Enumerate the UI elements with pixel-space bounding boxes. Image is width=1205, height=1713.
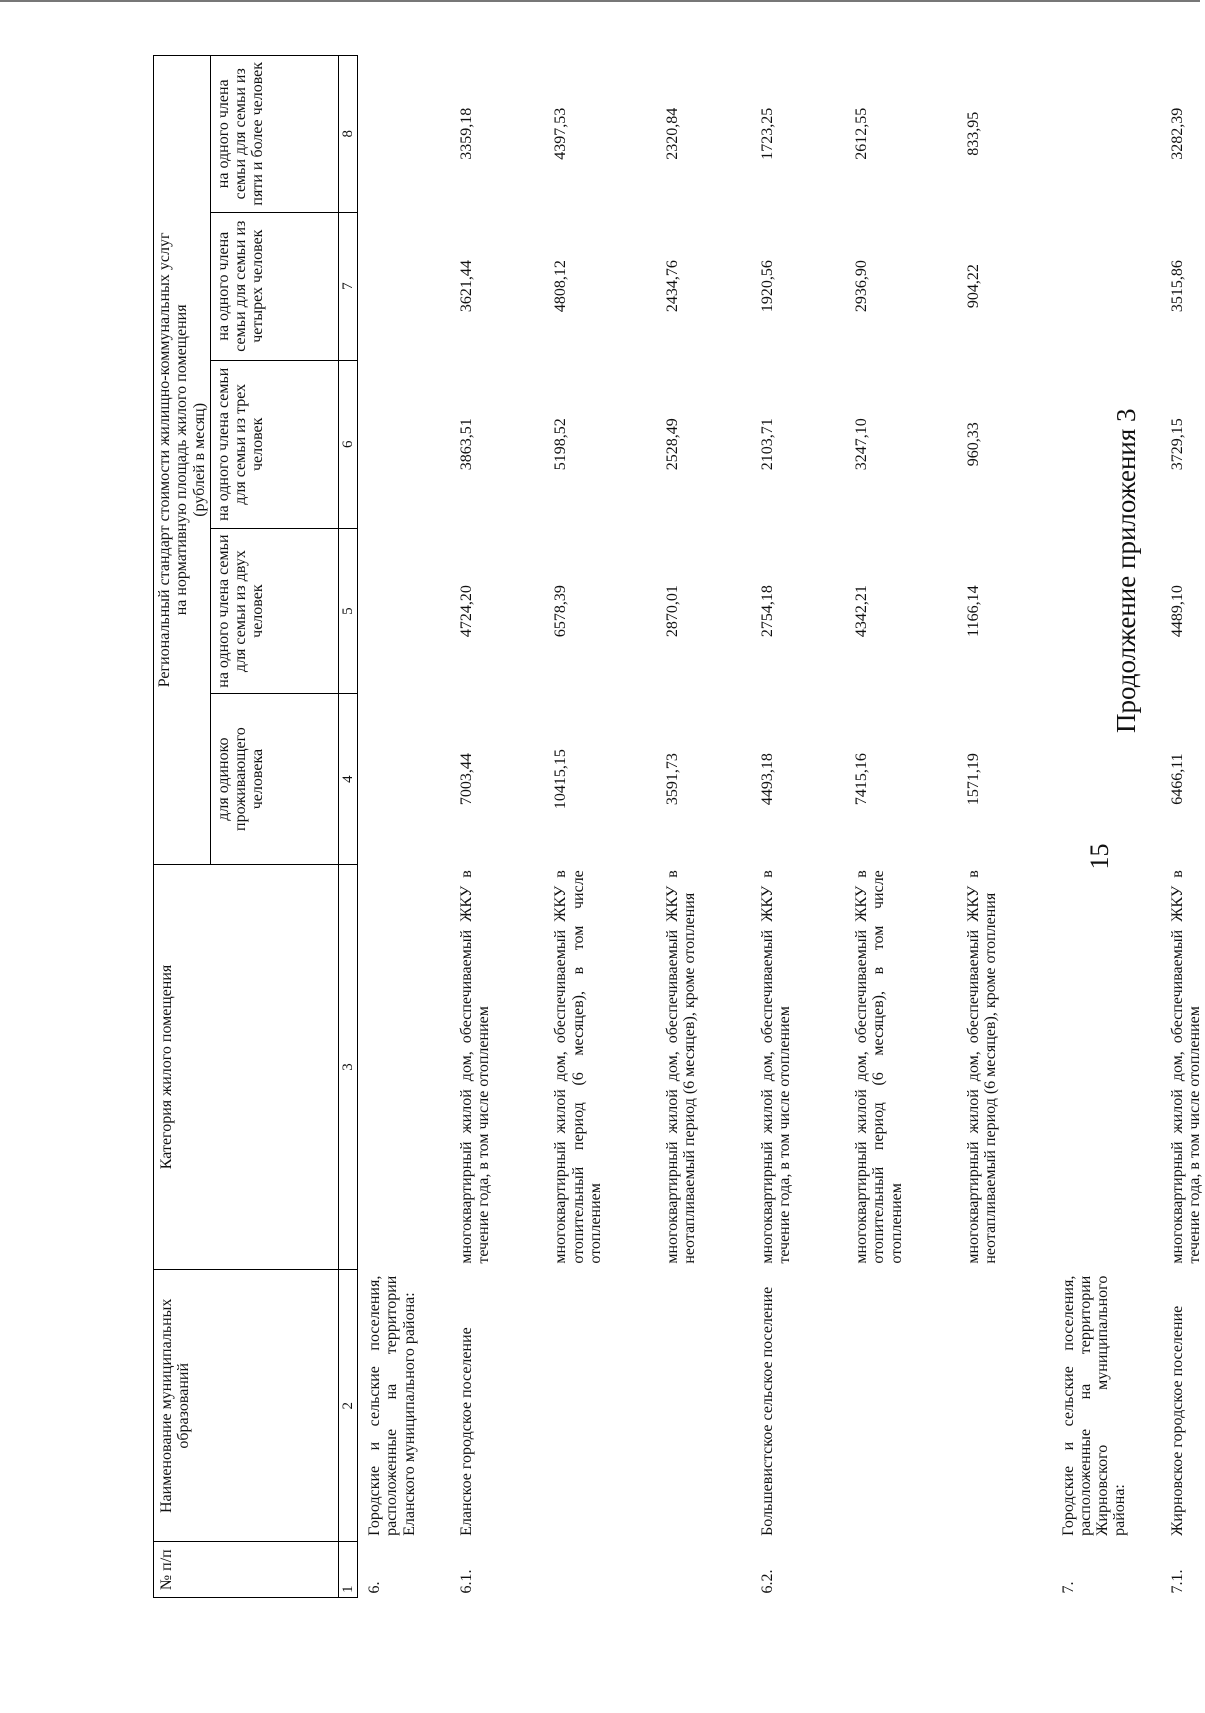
value-cell: 3515,86 — [1168, 260, 1186, 313]
category-cell: многоквартирный жилой дом, обеспечиваемый ЖКУ в неотапливаемый период (6 месяцев), кроме отопления — [664, 870, 699, 1264]
value-cell: 7415,16 — [853, 753, 871, 806]
value-cell: 4489,10 — [1168, 585, 1186, 638]
header-group-line3: (рублей в месяц) — [190, 402, 208, 517]
value-cell: 3591,73 — [664, 753, 682, 806]
header-col5: на одного члена семьи для семьи из двух человек — [210, 528, 338, 694]
value-cell: 10415,15 — [552, 749, 570, 810]
value-cell: 3282,39 — [1168, 107, 1186, 160]
colnum: 4 — [338, 694, 357, 864]
table-row — [853, 56, 905, 1598]
row-num: 6.1. — [457, 1569, 475, 1594]
value-cell: 2103,71 — [758, 418, 776, 471]
municipality-name: Городские и сельские поселения, расположенные на территории Еланского муниципального района: — [357, 1270, 417, 1542]
value-cell: 3359,18 — [457, 107, 475, 160]
value-cell: 4493,18 — [758, 753, 776, 806]
municipality-name: Городские и сельские поселения, расположенные на территории Жирновского муниципального района: — [1059, 1275, 1129, 1536]
value-cell: 2612,55 — [853, 107, 871, 160]
value-cell: 2320,84 — [664, 107, 682, 160]
municipality-name: Жирновское городское поселение — [1168, 1305, 1186, 1536]
value-cell: 5198,52 — [552, 418, 570, 471]
group-row-6 — [357, 56, 417, 1598]
value-cell: 7003,44 — [457, 753, 475, 806]
category-cell: многоквартирный жилой дом, обеспечиваемый ЖКУ в течение года, в том числе отоплением — [457, 870, 493, 1264]
category-cell: многоквартирный жилой дом, обеспечиваемый ЖКУ в отопительный период (6 месяцев), в том числе отоплением — [853, 870, 905, 1264]
header-group-line1: Региональный стандарт стоимости жилищно-коммунальных услуг — [156, 232, 173, 688]
value-cell: 1723,25 — [758, 107, 776, 160]
value-cell: 6466,11 — [1168, 753, 1186, 805]
header-group — [154, 56, 211, 865]
table-row — [664, 56, 699, 1598]
header-col6: на одного члена семьи для семьи из трех человек — [210, 360, 338, 528]
table-row — [458, 56, 493, 1598]
value-cell: 3247,10 — [853, 418, 871, 471]
value-cell: 3863,51 — [457, 418, 475, 471]
value-cell: 1920,56 — [758, 260, 776, 313]
group-row-7 — [1060, 56, 1129, 1598]
header-group-line2: на нормативную площадь жилого помещения — [173, 304, 191, 616]
colnum: 1 — [338, 1542, 357, 1598]
value-cell: 960,33 — [964, 422, 982, 467]
value-cell: 1166,14 — [964, 585, 982, 637]
municipality-name: Еланское городское поселение — [457, 1327, 475, 1536]
value-cell: 1571,19 — [964, 753, 982, 806]
value-cell: 4808,12 — [552, 260, 570, 313]
table-row — [1169, 56, 1204, 1598]
value-cell: 904,22 — [964, 264, 982, 309]
value-cell: 2870,01 — [664, 585, 682, 638]
header-col7: на одного члена семьи для семьи из четырех человек — [210, 212, 338, 360]
row-num: 7. — [1059, 1581, 1077, 1594]
row-num: 6. — [357, 1542, 417, 1598]
colnum: 6 — [338, 360, 357, 528]
header-category: Категория жилого помещения — [154, 864, 339, 1269]
row-num: 7.1. — [1168, 1569, 1186, 1594]
category-cell: многоквартирный жилой дом, обеспечиваемый ЖКУ в течение года, в том числе отоплением — [1168, 870, 1203, 1264]
value-cell: 2754,18 — [758, 585, 776, 638]
value-cell: 4397,53 — [552, 107, 570, 160]
value-cell: 3621,44 — [457, 260, 475, 313]
housing-cost-table — [153, 55, 1203, 1598]
value-cell: 4724,20 — [457, 585, 475, 638]
rotated-page — [5, 0, 1205, 1713]
municipality-name: Большевистское сельское поселение — [758, 1286, 776, 1536]
page-number: 15 — [1085, 843, 1114, 870]
appendix-heading: Продолжение приложения 3 — [1111, 408, 1141, 733]
value-cell: 6578,39 — [552, 585, 570, 638]
colnum: 2 — [338, 1270, 357, 1542]
table-row — [552, 56, 604, 1598]
colnum: 5 — [338, 528, 357, 694]
colnum: 7 — [338, 212, 357, 360]
header-num: № п/п — [154, 1542, 339, 1598]
category-cell: многоквартирный жилой дом, обеспечиваемый ЖКУ в течение года, в том числе отоплением — [758, 870, 793, 1264]
value-cell: 2528,49 — [664, 418, 682, 471]
category-cell: многоквартирный жилой дом, обеспечиваемый ЖКУ в неотапливаемый период (6 месяцев), кроме отопления — [964, 870, 1000, 1264]
category-cell: многоквартирный жилой дом, обеспечиваемый ЖКУ в отопительный период (6 месяцев), в том числе отоплением — [552, 870, 604, 1264]
table-row — [965, 56, 1000, 1598]
header-name: Наименование муниципальных образований — [154, 1270, 339, 1542]
value-cell: 4342,21 — [853, 585, 871, 638]
table-row — [759, 56, 794, 1598]
value-cell: 833,95 — [964, 111, 982, 156]
value-cell: 2936,90 — [853, 260, 871, 313]
header-col4: для одиноко проживающего человека — [210, 694, 338, 864]
header-col8: на одного члена семьи для семьи из пяти и более человек — [210, 56, 338, 213]
colnum: 3 — [338, 864, 357, 1269]
row-num: 6.2. — [758, 1569, 776, 1594]
value-cell: 3729,15 — [1168, 418, 1186, 471]
value-cell: 2434,76 — [664, 260, 682, 313]
colnum: 8 — [338, 56, 357, 213]
